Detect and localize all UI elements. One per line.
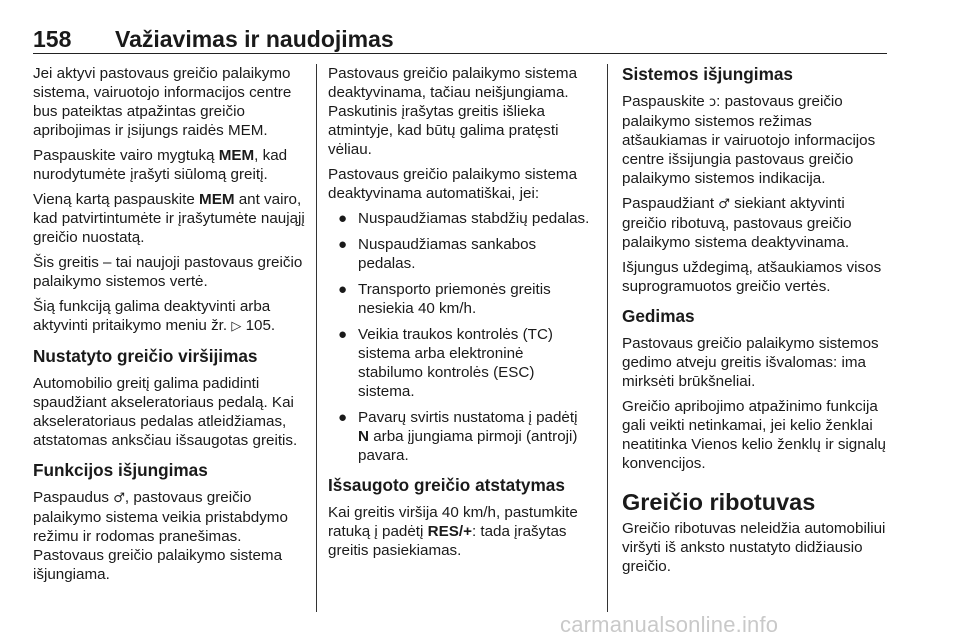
bullet-list bbox=[328, 209, 596, 465]
page-reference-link[interactable]: 105. bbox=[245, 317, 276, 334]
text: Paspaudžiant bbox=[622, 195, 719, 212]
bullet-icon: ● bbox=[338, 326, 348, 343]
list-item-text: Transporto priemonės greitis nesiekia 40 km/h. bbox=[358, 281, 551, 317]
text: Kai greitis viršija 40 km/h, pastumkite ratuką į padėtį bbox=[328, 504, 578, 540]
paragraph bbox=[33, 146, 309, 184]
list-item bbox=[328, 325, 596, 401]
paragraph bbox=[622, 92, 892, 188]
text: , kad nurodytumėte įrašyti siūlomą greitį. bbox=[33, 147, 288, 183]
chapter-heading: Greičio ribotuvas bbox=[622, 489, 816, 515]
text: Pavarų svirtis nustatoma į padėtį bbox=[358, 409, 578, 426]
section-heading: Gedimas bbox=[622, 306, 695, 326]
column-left bbox=[33, 64, 309, 590]
paragraph: Pastovaus greičio palaikymo sistemos gedimo atveju greitis išvalomas: ima mirksėti brūkšneliai. bbox=[622, 335, 879, 390]
bullet-icon: ● bbox=[338, 210, 348, 227]
list-item bbox=[328, 209, 596, 228]
button-name: MEM bbox=[218, 147, 255, 164]
text: : tada įrašytas greitis pasiekiamas. bbox=[328, 523, 567, 559]
text: arba įjungiama pirmoji (antroji) pavara. bbox=[358, 428, 578, 464]
paragraph bbox=[622, 194, 892, 252]
column-divider bbox=[316, 64, 317, 612]
page-number: 158 bbox=[33, 26, 72, 52]
paragraph bbox=[328, 503, 596, 560]
gear-position: N bbox=[358, 428, 369, 445]
section-heading: Sistemos išjungimas bbox=[622, 64, 793, 84]
speed-limiter-icon: ♂ bbox=[718, 197, 730, 212]
paragraph bbox=[33, 297, 309, 336]
paragraph: Automobilio greitį galima padidinti spaudžiant akseleratoriaus pedalą. Kai akseleratoriaus pedalas atleidžiamas, atstatomas anksčiau išsaugotas greitis. bbox=[33, 375, 298, 449]
column-divider bbox=[607, 64, 608, 612]
button-name: MEM bbox=[199, 191, 235, 208]
page-title: Važiavimas ir naudojimas bbox=[115, 26, 394, 52]
paragraph: Išjungus uždegimą, atšaukiamos visos suprogramuotos greičio vertės. bbox=[622, 259, 882, 295]
section-heading: Funkcijos išjungimas bbox=[33, 460, 208, 480]
section-heading: Nustatyto greičio viršijimas bbox=[33, 346, 258, 366]
bullet-icon: ● bbox=[338, 281, 348, 298]
cruise-control-icon: ♂ bbox=[113, 491, 125, 506]
bullet-icon: ● bbox=[338, 236, 348, 253]
paragraph: Jei aktyvi pastovaus greičio palaikymo sistema, vairuotojo informacijos centre bus pateiktas atpažintas greičio apribojimas ir įsijungs raidės MEM. bbox=[33, 65, 292, 139]
column-middle bbox=[328, 64, 596, 566]
list-item bbox=[328, 408, 596, 465]
paragraph bbox=[33, 488, 309, 584]
list-item bbox=[328, 235, 596, 273]
paragraph: Pastovaus greičio palaikymo sistema deaktyvinama, tačiau neišjungiama. Paskutinis įrašytas greitis išlieka atmintyje, kad būtų galima pratęsti vėliau. bbox=[328, 65, 578, 158]
list-item-text: Nuspaudžiamas stabdžių pedalas. bbox=[358, 210, 590, 227]
section-heading: Išsaugoto greičio atstatymas bbox=[328, 475, 565, 495]
paragraph: Šis greitis – tai naujoji pastovaus greičio palaikymo sistemos vertė. bbox=[33, 254, 303, 290]
column-right bbox=[622, 64, 892, 582]
list-item-text: Nuspaudžiamas sankabos pedalas. bbox=[358, 236, 537, 272]
list-item-text: Veikia traukos kontrolės (TC) sistema arba elektroninė stabilumo kontrolės (ESC) sistema. bbox=[358, 326, 553, 400]
text: siekiant aktyvinti greičio ribotuvą, pastovaus greičio palaikymo sistema deaktyvinama. bbox=[622, 195, 852, 251]
text: : pastovaus greičio palaikymo sistemos režimas atšaukiamas ir vairuotojo informacijos centre išsijungia pastovaus greičio palaikymo sistemos indikacija. bbox=[622, 93, 876, 187]
watermark: carmanualsonline.info bbox=[560, 612, 779, 637]
page-header bbox=[33, 26, 887, 54]
list-item bbox=[328, 280, 596, 318]
switch-position: RES/+ bbox=[427, 523, 472, 540]
text: , pastovaus greičio palaikymo sistema veikia pristabdymo režimu ir rodomas pranešimas. Pastovaus greičio palaikymo sistema išjungiama. bbox=[33, 489, 288, 583]
text: Vieną kartą paspauskite bbox=[33, 191, 200, 208]
cancel-icon: ↄ bbox=[708, 95, 717, 110]
paragraph: Greičio ribotuvas neleidžia automobiliui viršyti iš anksto nustatyto didžiausio greičio. bbox=[622, 520, 886, 575]
text: Paspauskite vairo mygtuką bbox=[33, 147, 219, 164]
text: Šią funkciją galima deaktyvinti arba aktyvinti pritaikymo meniu žr. bbox=[33, 298, 271, 334]
bullet-icon: ● bbox=[338, 409, 348, 426]
text: ant vairo, kad patvirtintumėte ir įrašytumėte naująjį greičio nuostatą. bbox=[33, 191, 305, 246]
paragraph: Pastovaus greičio palaikymo sistema deaktyvinama automatiškai, jei: bbox=[328, 166, 578, 202]
paragraph bbox=[33, 190, 309, 247]
page-reference-arrow-icon: ▷ bbox=[231, 319, 242, 334]
text: Paspauskite bbox=[622, 93, 709, 110]
paragraph: Greičio apribojimo atpažinimo funkcija gali veikti netinkamai, jei kelio ženklai neatitinka Vienos kelio ženklų ir signalų konvencijos. bbox=[622, 398, 886, 472]
text: Paspaudus bbox=[33, 489, 114, 506]
